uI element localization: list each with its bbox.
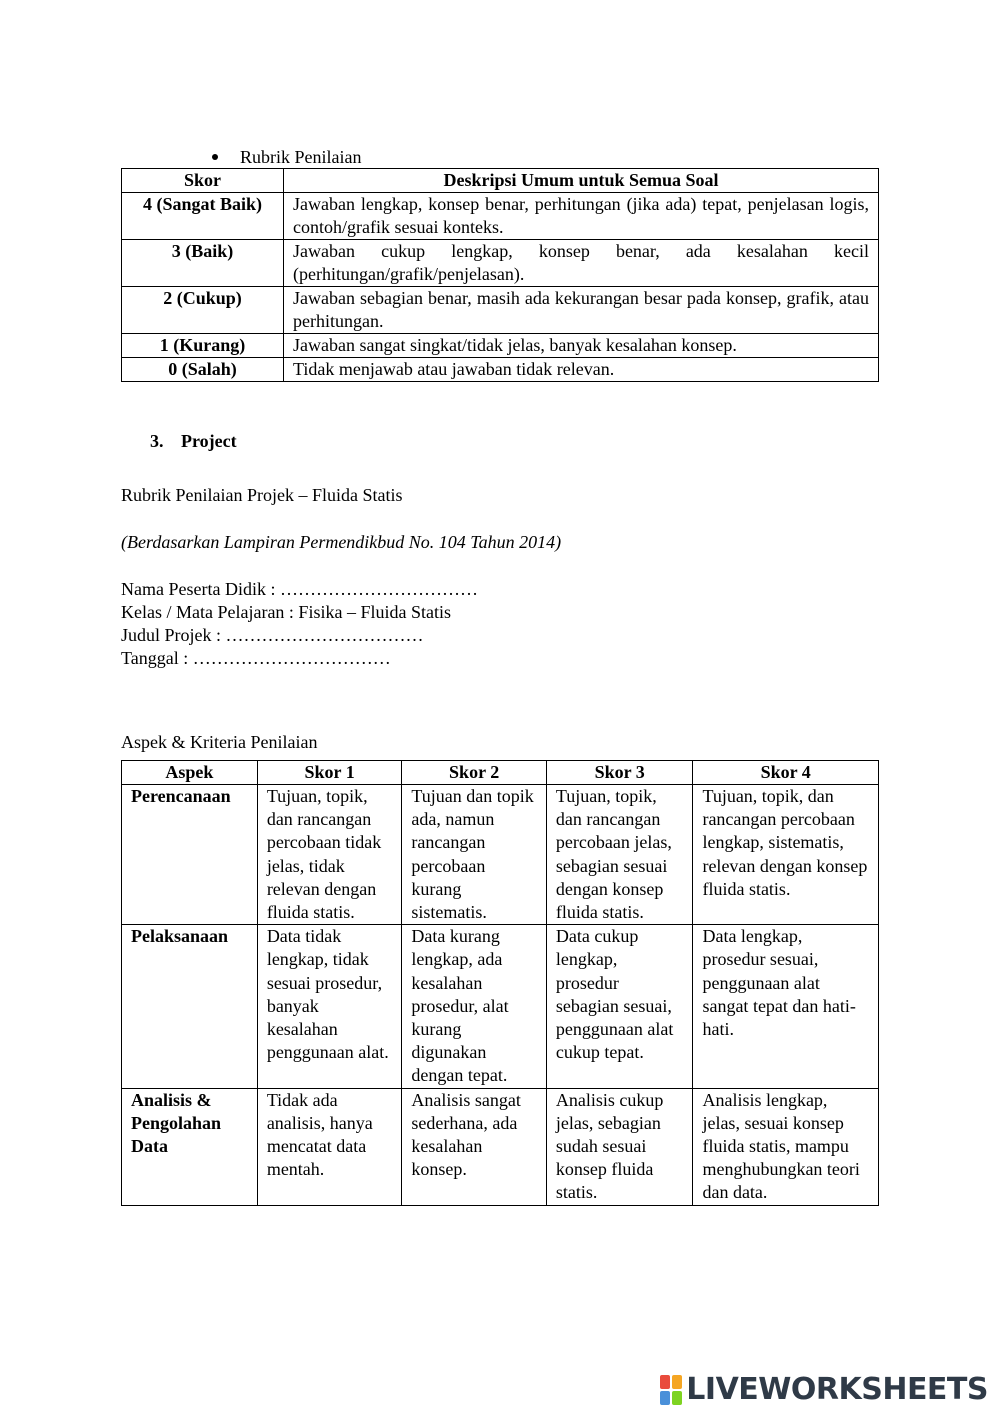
criteria-aspect: Perencanaan (122, 785, 258, 925)
logo-square (672, 1391, 682, 1405)
rubric-header-score: Skor (122, 169, 284, 193)
rubric-row (122, 334, 879, 358)
criteria-cell: Analisis sangat sederhana, ada kesalahan konsep. (402, 1088, 546, 1205)
liveworksheets-logo-icon (660, 1375, 682, 1405)
project-title: Rubrik Penilaian Projek – Fluida Statis (121, 485, 403, 505)
rubric-row (122, 287, 879, 334)
criteria-cell: Tujuan, topik, dan rancangan percobaan jelas, sebagian sesuai dengan konsep fluida statis. (546, 785, 693, 925)
section-title: Project (181, 431, 237, 451)
field-project-title: Judul Projek : …………………………… (121, 625, 424, 645)
logo-square (660, 1375, 670, 1389)
bullet-icon (212, 154, 218, 160)
field-class-subject: Kelas / Mata Pelajaran : Fisika – Fluida Statis (121, 602, 451, 622)
rubric-score: 2 (Cukup) (122, 287, 284, 334)
criteria-aspect: Analisis & Pengolahan Data (122, 1088, 258, 1205)
criteria-cell: Data cukup lengkap, prosedur sebagian sesuai, penggunaan alat cukup tepat. (546, 925, 693, 1088)
rubric-bullet (212, 147, 361, 167)
field-student-name: Nama Peserta Didik : …………………………… (121, 579, 478, 599)
rubric-desc: Jawaban lengkap, konsep benar, perhitungan (jika ada) tepat, penjelasan logis, contoh/grafik sesuai konteks. (284, 193, 879, 240)
criteria-cell: Data tidak lengkap, tidak sesuai prosedur, banyak kesalahan penggunaan alat. (257, 925, 402, 1088)
rubric-score: 1 (Kurang) (122, 334, 284, 358)
rubric-desc: Jawaban sebagian benar, masih ada kekurangan besar pada konsep, grafik, atau perhitungan. (284, 287, 879, 334)
criteria-cell: Tujuan, topik, dan rancangan percobaan lengkap, sistematis, relevan dengan konsep fluida statis. (693, 785, 879, 925)
criteria-cell: Tujuan, topik, dan rancangan percobaan tidak jelas, tidak relevan dengan fluida statis. (257, 785, 402, 925)
rubric-row (122, 193, 879, 240)
project-basis: (Berdasarkan Lampiran Permendikbud No. 104 Tahun 2014) (121, 532, 562, 552)
criteria-header: Skor 1 (257, 761, 402, 785)
rubric-table (121, 168, 879, 382)
criteria-cell: Data kurang lengkap, ada kesalahan prosedur, alat kurang digunakan dengan tepat. (402, 925, 546, 1088)
criteria-header: Skor 4 (693, 761, 879, 785)
liveworksheets-brand[interactable] (660, 1372, 988, 1407)
brand-name: LIVEWORKSHEETS (686, 1372, 988, 1407)
criteria-table (121, 760, 879, 1206)
rubric-header-row (122, 169, 879, 193)
rubric-row (122, 358, 879, 382)
rubric-header-desc: Deskripsi Umum untuk Semua Soal (284, 169, 879, 193)
criteria-header-row (122, 761, 879, 785)
field-date: Tanggal : …………………………… (121, 648, 391, 668)
criteria-row (122, 1088, 879, 1205)
criteria-header: Aspek (122, 761, 258, 785)
criteria-row (122, 785, 879, 925)
criteria-cell: Tidak ada analisis, hanya mencatat data mentah. (257, 1088, 402, 1205)
criteria-cell: Analisis lengkap, jelas, sesuai konsep fluida statis, mampu menghubungkan teori dan data. (693, 1088, 879, 1205)
criteria-cell: Tujuan dan topik ada, namun rancangan percobaan kurang sistematis. (402, 785, 546, 925)
criteria-title: Aspek & Kriteria Penilaian (121, 732, 318, 752)
criteria-cell: Analisis cukup jelas, sebagian sudah sesuai konsep fluida statis. (546, 1088, 693, 1205)
criteria-aspect: Pelaksanaan (122, 925, 258, 1088)
rubric-desc: Jawaban cukup lengkap, konsep benar, ada kesalahan kecil (perhitungan/grafik/penjelasan). (284, 240, 879, 287)
criteria-header: Skor 2 (402, 761, 546, 785)
criteria-header: Skor 3 (546, 761, 693, 785)
rubric-desc: Jawaban sangat singkat/tidak jelas, banyak kesalahan konsep. (284, 334, 879, 358)
rubric-score: 0 (Salah) (122, 358, 284, 382)
rubric-row (122, 240, 879, 287)
rubric-score: 3 (Baik) (122, 240, 284, 287)
logo-square (660, 1391, 670, 1405)
logo-square (672, 1375, 682, 1389)
rubric-desc: Tidak menjawab atau jawaban tidak relevan. (284, 358, 879, 382)
section-number: 3. (150, 431, 164, 451)
rubric-bullet-label: Rubrik Penilaian (240, 147, 362, 167)
section-heading (150, 431, 237, 452)
criteria-row (122, 925, 879, 1088)
criteria-cell: Data lengkap, prosedur sesuai, penggunaan alat sangat tepat dan hati-hati. (693, 925, 879, 1088)
rubric-score: 4 (Sangat Baik) (122, 193, 284, 240)
